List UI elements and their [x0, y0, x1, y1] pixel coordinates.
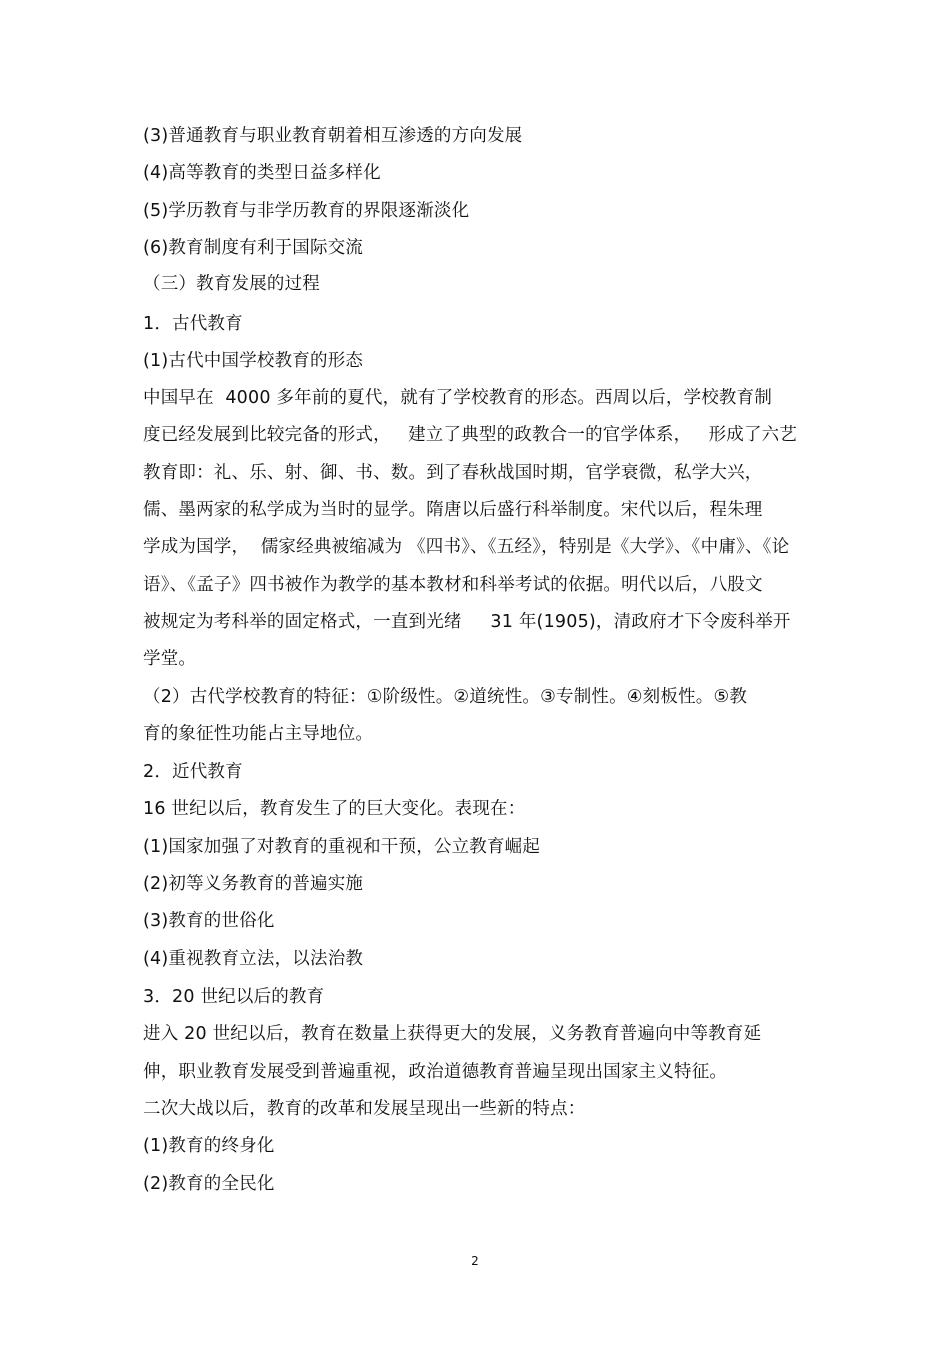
paragraph-line: 儒、墨两家的私学成为当时的显学。隋唐以后盛行科举制度。宋代以后，程朱理 — [143, 500, 763, 520]
text-line: 16 世纪以后，教育发生了的巨大变化。表现在： — [143, 799, 526, 819]
paragraph-line: 度已经发展到比较完备的形式， 建立了典型的政教合一的官学体系， 形成了六艺 — [143, 425, 798, 445]
paragraph-line: 学成为国学， 儒家经典被缩减为 《四书》、《五经》，特别是《大学》、《中庸》、《论 — [143, 537, 790, 557]
text-line: 二次大战以后，教育的改革和发展呈现出一些新的特点： — [143, 1099, 586, 1119]
subsection-heading: 2．近代教育 — [143, 762, 243, 782]
text-line: (5)学历教育与非学历教育的界限逐渐淡化 — [143, 201, 470, 221]
paragraph-line: 育的象征性功能占主导地位。 — [143, 724, 374, 744]
paragraph-line: 中国早在 4000 多年前的夏代，就有了学校教育的形态。西周以后，学校教育制 — [143, 388, 773, 408]
text-line: (3)普通教育与职业教育朝着相互渗透的方向发展 — [143, 126, 523, 146]
page-number: 2 — [471, 1254, 479, 1268]
paragraph-line: 教育即：礼、乐、射、御、书、数。到了春秋战国时期，官学衰微，私学大兴， — [143, 463, 763, 483]
text-line: (4)高等教育的类型日益多样化 — [143, 163, 381, 183]
section-heading: （三）教育发展的过程 — [143, 274, 320, 294]
paragraph-line: 进入 20 世纪以后，教育在数量上获得更大的发展，义务教育普遍向中等教育延 — [143, 1024, 762, 1044]
text-line: (2)初等义务教育的普遍实施 — [143, 874, 364, 894]
subsection-heading: 1．古代教育 — [143, 314, 243, 334]
paragraph-line: 学堂。 — [143, 649, 197, 669]
text-line: (1)古代中国学校教育的形态 — [143, 351, 364, 371]
text-line: (4)重视教育立法，以法治教 — [143, 949, 364, 969]
paragraph-line: （2）古代学校教育的特征：①阶级性。②道统性。③专制性。④刻板性。⑤教 — [143, 687, 748, 707]
text-line: (2)教育的全民化 — [143, 1174, 275, 1194]
paragraph-line: 语》、《孟子》四书被作为教学的基本教材和科举考试的依据。明代以后，八股文 — [143, 575, 763, 595]
text-line: (3)教育的世俗化 — [143, 911, 275, 931]
text-line: (1)国家加强了对教育的重视和干预，公立教育崛起 — [143, 837, 541, 857]
text-line: (6)教育制度有利于国际交流 — [143, 238, 364, 258]
paragraph-line: 被规定为考科举的固定格式，一直到光绪 31 年(1905)，清政府才下令废科举开 — [143, 612, 791, 632]
paragraph-line: 伸，职业教育发展受到普遍重视，政治道德教育普遍呈现出国家主义特征。 — [143, 1062, 728, 1082]
text-line: (1)教育的终身化 — [143, 1136, 275, 1156]
subsection-heading: 3．20 世纪以后的教育 — [143, 987, 325, 1007]
